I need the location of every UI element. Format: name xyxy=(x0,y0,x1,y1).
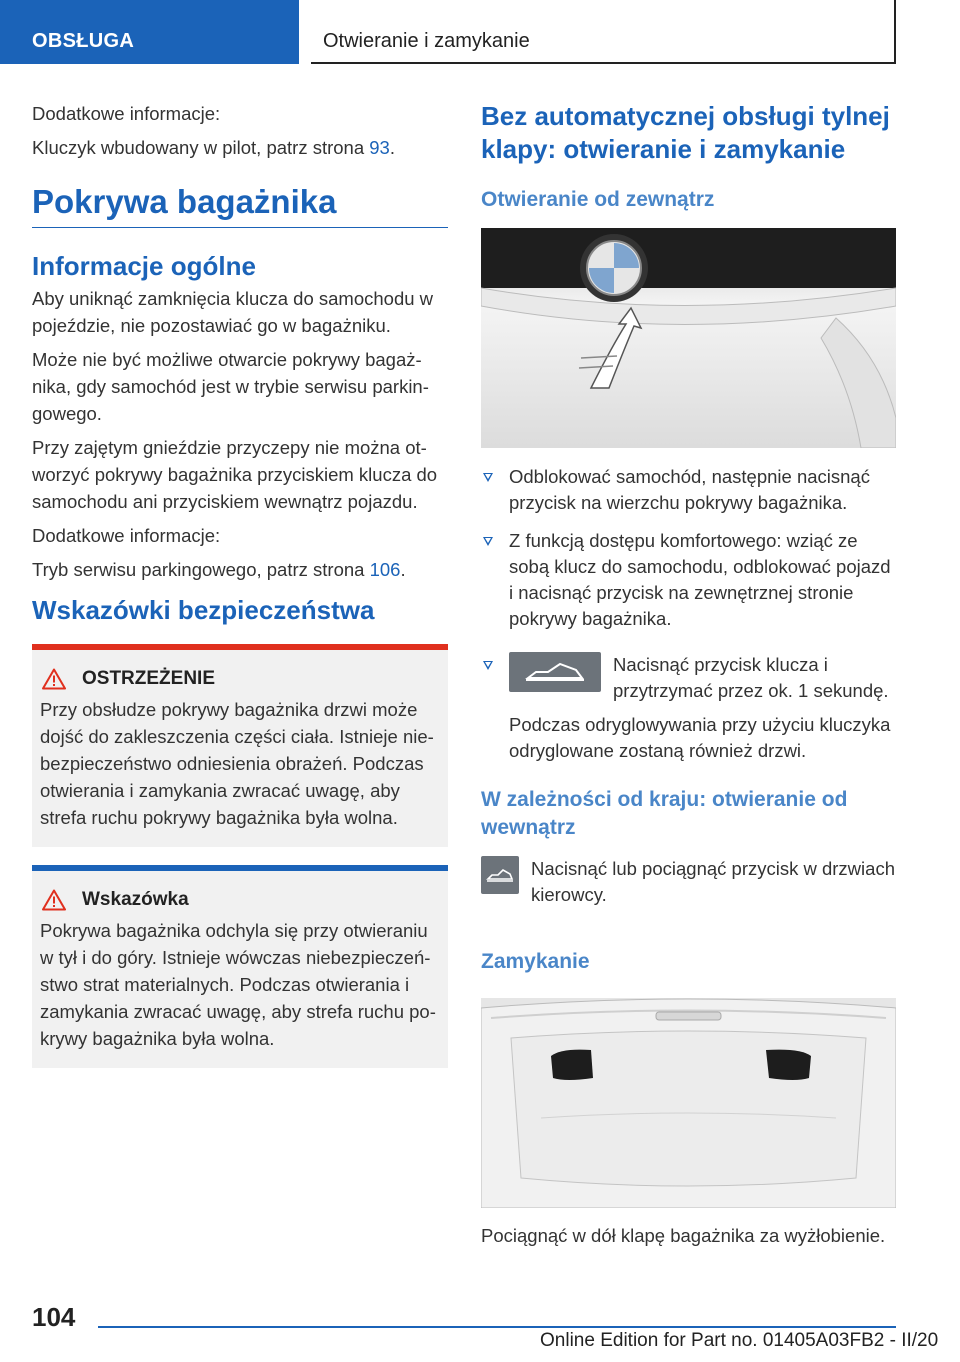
trunk-button-photo xyxy=(481,228,896,448)
warning-triangle-icon xyxy=(42,668,66,690)
left-column xyxy=(32,100,448,1086)
inside-opening-text: Nacisnąć lub pociągnąć przycisk w drzwiach kierowcy. xyxy=(531,858,895,905)
trunk-lid-illustration xyxy=(481,998,896,1208)
paragraph-key-warning: Aby uniknąć zamknięcia klucza do samochodu w pojeździe, nie pozostawiać go w bagażniku. xyxy=(32,288,434,336)
bullet-arrow-icon xyxy=(483,473,493,482)
bullet-key-button: Nacisnąć przycisk klucza i przytrzymać przez ok. 1 sekundę. Podczas odryglowywania przy użyciu kluczyka odryglowane zostaną również drzwi. xyxy=(481,652,896,764)
page-ref-106[interactable]: 106 xyxy=(369,559,401,580)
heading-general-info: Informacje ogólne xyxy=(32,251,256,281)
footer-divider xyxy=(98,1326,896,1328)
additional-info-label: Dodatkowe informacje: xyxy=(32,525,221,546)
warning-title: OSTRZEŻENIE xyxy=(82,668,216,689)
door-trunk-button-icon xyxy=(481,856,519,894)
bullet-arrow-icon xyxy=(483,537,493,546)
page-ref-93[interactable]: 93 xyxy=(369,137,390,158)
heading-opening-outside: Otwieranie od zewnątrz xyxy=(481,188,715,211)
right-column xyxy=(481,100,896,1256)
note-box xyxy=(32,865,448,1068)
heading-trunk-lid: Pokrywa bagażnika xyxy=(32,183,448,228)
note-triangle-icon xyxy=(42,889,66,911)
section-label: OBSŁUGA xyxy=(32,30,135,52)
heading-closing: Zamykanie xyxy=(481,950,590,973)
heading-safety: Wskazówki bezpieczeństwa xyxy=(32,595,375,625)
bullet-key-note: Podczas odryglowywania przy użyciu kluczyka odryglowane zostaną również drzwi. xyxy=(509,714,891,761)
chapter-header xyxy=(311,0,896,64)
heading-opening-inside: W zależności od kraju: otwieranie od wewnątrz xyxy=(481,788,848,839)
note-title: Wskazówka xyxy=(82,889,189,910)
edition-text: Online Edition for Part no. 01405A03FB2 - II/20 xyxy=(540,1330,939,1351)
warning-text: Przy obsłudze pokrywy bagażnika drzwi może dojść do zakleszczenia części ciała. Istnieje niebezpieczeństwo odniesienia obrażeń. Podczas otwierania i zamykania zwracać uwagę, aby strefa ruchu pokrywy bagażnika była wolna. xyxy=(40,699,434,828)
paragraph-valet-ref: Tryb serwisu parkingowego, patrz strona 106. xyxy=(32,559,406,580)
section-tab xyxy=(0,0,299,64)
warning-box xyxy=(32,644,448,847)
closing-text: Pociągnąć w dół klapę bagażnika za wyżłobienie. xyxy=(481,1225,886,1246)
trunk-closing-photo xyxy=(481,998,896,1208)
inside-opening-row xyxy=(481,856,896,908)
bullet-unlock-press: Odblokować samochód, następnie nacisnąć przycisk na wierzchu pokrywy bagażnika. xyxy=(481,464,896,516)
paragraph-valet-mode: Może nie być możliwe otwarcie pokrywy bagażnika, gdy samochód jest w trybie serwisu parkingowego. xyxy=(32,349,429,424)
page-number: 104 xyxy=(32,1302,76,1332)
chapter-title: Otwieranie i zamykanie xyxy=(323,30,530,52)
heading-no-auto-tailgate: Bez automatycznej obsługi tylnej klapy: otwieranie i zamykanie xyxy=(481,101,890,164)
paragraph-trailer-socket: Przy zajętym gnieździe przyczepy nie można otworzyć pokrywy bagażnika przyciskiem klucza do samochodu ani przyciskiem wewnątrz pojazdu. xyxy=(32,437,438,512)
intro-paragraph: Kluczyk wbudowany w pilot, patrz strona 93. xyxy=(32,137,395,158)
bullet-comfort-access: Z funkcją dostępu komfortowego: wziąć ze sobą klucz do samochodu, odblokować pojazd i nacisnąć przycisk na zewnętrznej stronie pokrywy bagażnika. xyxy=(481,528,896,632)
intro-label: Dodatkowe informacje: xyxy=(32,103,221,124)
bullet-arrow-icon xyxy=(483,661,493,670)
trunk-key-icon xyxy=(509,652,601,692)
note-text: Pokrywa bagażnika odchyla się przy otwieraniu w tył i do góry. Istnieje wówczas niebezpieczeństwo strat materialnych. Podczas otwierania i zamykania zwracać uwagę, aby strefa ruchu pokrywy bagażnika była wolna. xyxy=(40,920,436,1049)
trunk-button-illustration xyxy=(481,228,896,448)
